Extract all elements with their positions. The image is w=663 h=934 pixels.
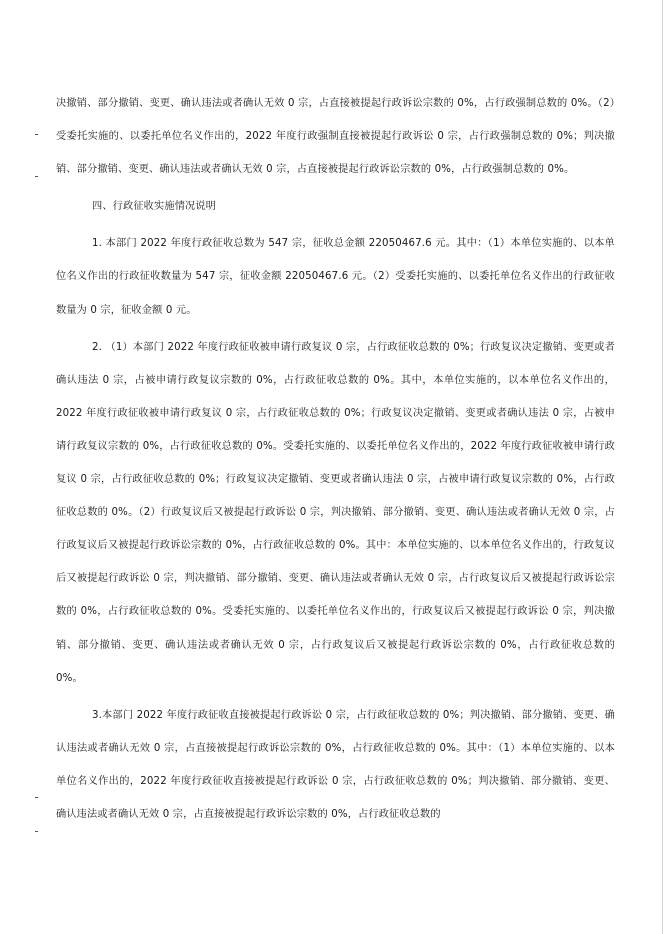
margin-mark — [35, 176, 38, 177]
paragraph-levy-review: 2. （1）本部门 2022 年度行政征收被申请行政复议 0 宗，占行政征收总数的 0%；行政复议决定撤销、变更或者确认违法 0 宗，占被申请行政复议宗数的 0%，占行政征收总数的 0%。其中，本单位实施的，以本单位名义作出的，2022 年度行政征收被申请行政复议 0 宗，占行政征收总数的 0%；行政复议决定撤销、变更或者确认违法 0 宗，占被申请行政复议宗数的 0%，占行政征收总数的 0%。受委托实施的、以委托单位名义作出的，2022 年度行政征收被申请行政复议 0 宗，占行政征收总数的 0%；行政复议决定撤销、变更或者确认违法 0 宗，占被申请行政复议宗数的 0%，占行政征收总数的 0%。（2）行政复议后又被提起行政诉讼 0 宗，判决撤销、部分撤销、变更、确认违法或者确认无效 0 宗，占行政复议后又被提起行政诉讼宗数的 0%，占行政征收总数的 0%。其中：本单位实施的、以本单位名义作出的，行政复议后又被提起行政诉讼 0 宗，判决撤销、部分撤销、变更、确认违法或者确认无效 0 宗，占行政复议后又被提起行政诉讼宗数的 0%，占行政征收总数的 0%。受委托实施的、以委托单位名义作出的，行政复议后又被提起行政诉讼 0 宗，判决撤销、部分撤销、变更、确认违法或者确认无效 0 宗，占行政复议后又被提起行政诉讼宗数的 0%，占行政征收总数的 0%。 — [56, 341, 615, 684]
section-heading-administrative-levy: 四、行政征收实施情况说明 — [92, 201, 217, 213]
margin-mark — [35, 831, 38, 832]
document-body — [56, 87, 615, 835]
paragraph-levy-total: 1. 本部门 2022 年度行政征收总数为 547 宗，征收总金额 22050467.6 元。其中：（1）本单位实施的、以本单位名义作出的行政征收数量为 547 宗，征收金额 22050467.6 元。（2）受委托实施的、以委托单位名义作出的行政征收数量为 0 宗，征收金额 0 元。 — [56, 238, 615, 316]
paragraph-levy-litigation: 3.本部门 2022 年度行政征收直接被提起行政诉讼 0 宗，占行政征收总数的 0%；判决撤销、部分撤销、变更、确认违法或者确认无效 0 宗，占直接被提起行政诉讼宗数的 0%，占行政征收总数的 0%。其中：（1）本单位实施的、以本单位名义作出的，2022 年度行政征收直接被提起行政诉讼 0 宗，占行政征收总数的 0%；判决撤销、部分撤销、变更、确认违法或者确认无效 0 宗，占直接被提起行政诉讼宗数的 0%，占行政征收总数的 — [56, 709, 615, 820]
margin-mark — [35, 797, 38, 798]
margin-mark — [35, 134, 38, 135]
paragraph-administrative-enforcement-continued: 决撤销、部分撤销、变更、确认违法或者确认无效 0 宗，占直接被提起行政诉讼宗数的 0%，占行政强制总数的 0%。（2）受委托实施的、以委托单位名义作出的，2022 年度行政强制直接被提起行政诉讼 0 宗，占行政强制总数的 0%；判决撤销、部分撤销、变更、确认违法或者确认无效 0 宗，占直接被提起行政诉讼宗数的 0%，占行政强制总数的 0%。 — [56, 98, 615, 176]
